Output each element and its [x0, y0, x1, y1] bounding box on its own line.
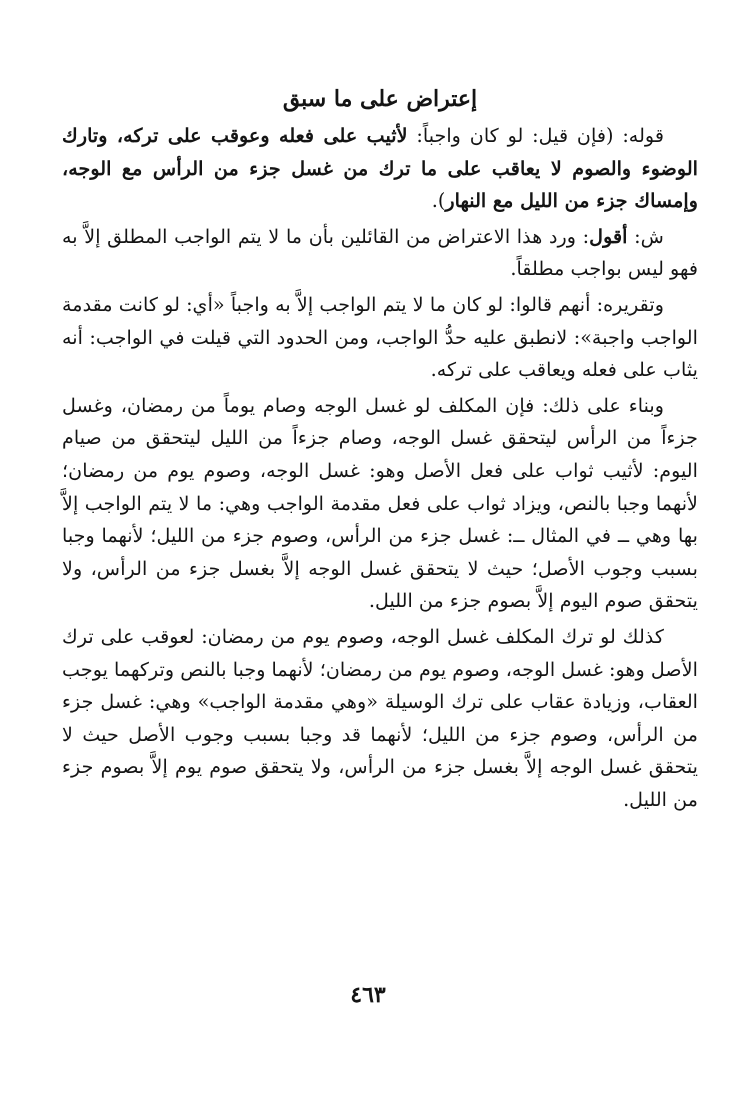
section-heading: إعتراض على ما سبق — [282, 86, 478, 112]
paragraph-1-quote: لأثيب على فعله وعوقب على تركه، وتارك الوضوء والصوم لا يعاقب على ما ترك من غسل جزء من الرأس مع الوجه، وإمساك جزء من الليل مع النهار — [62, 124, 698, 213]
page-number: ٤٦٣ — [350, 982, 386, 1008]
paragraph-1-lead: قوله: (فإن قيل: لو كان واجباً: — [407, 124, 664, 147]
paragraph-2-tail: : ورد هذا الاعتراض من القائلين بأن ما لا يتم الواجب المطلق إلاَّ به فهو ليس بواجب مطلقاً. — [62, 224, 698, 281]
paragraph-1-tail: ). — [431, 189, 446, 213]
paragraph-2-lead: ش: — [627, 224, 664, 248]
paragraph-5-text: كذلك لو ترك المكلف غسل الوجه، وصوم يوم من رمضان: لعوقب على ترك الأصل وهو: غسل الوجه، وصوم يوم من رمضان؛ لأنهما وجبا بالنص وتركهما يوجب العقاب، وزيادة عقاب على ترك الوسيلة «وهي مقدمة الواجب» وهي: غسل جزء من الرأس، وصوم جزء من الليل؛ لأنهما قد وجبا بسبب وجوب الأصل حيث لا يتحقق غسل الوجه إلاَّ بغسل جزء من الرأس، ولا يتحقق صوم يوم إلاَّ بصوم جزء من الليل. — [62, 624, 698, 811]
paragraph-1 — [62, 120, 698, 218]
page-body — [62, 78, 698, 816]
paragraph-3 — [62, 289, 698, 387]
paragraph-2-strong: أقول — [589, 224, 628, 248]
paragraph-3-text: وتقريره: أنهم قالوا: لو كان ما لا يتم الواجب إلاَّ به واجباً «أي: لو كانت مقدمة الواجب واجبة»: لانطبق عليه حدُّ الواجب، ومن الحدود التي قيلت في الواجب: أنه يثاب على فعله ويعاقب على تركه. — [62, 292, 698, 382]
paragraph-4 — [62, 390, 698, 618]
paragraph-4-text: وبناء على ذلك: فإن المكلف لو غسل الوجه وصام يوماً من رمضان، وغسل جزءاً من الرأس ليتحقق غسل الوجه، وصام جزءاً من الليل ليتحقق من صيام اليوم: لأثيب ثواب على فعل الأصل وهو: غسل الوجه، وصوم يوم من رمضان؛ لأنهما وجبا بالنص، ويزاد ثواب على فعل مقدمة الواجب وهي: ما لا يتم الواجب إلاَّ بها وهي ــ في المثال ــ: غسل جزء من الرأس، وصوم جزء من الليل؛ لأنهما وجبا بسبب وجوب الأصل؛ حيث لا يتحقق غسل الوجه إلاَّ بغسل جزء من الرأس، ولا يتحقق صوم اليوم إلاَّ بصوم جزء من الليل. — [62, 393, 698, 613]
paragraph-2 — [62, 221, 698, 286]
paragraph-5 — [62, 621, 698, 817]
